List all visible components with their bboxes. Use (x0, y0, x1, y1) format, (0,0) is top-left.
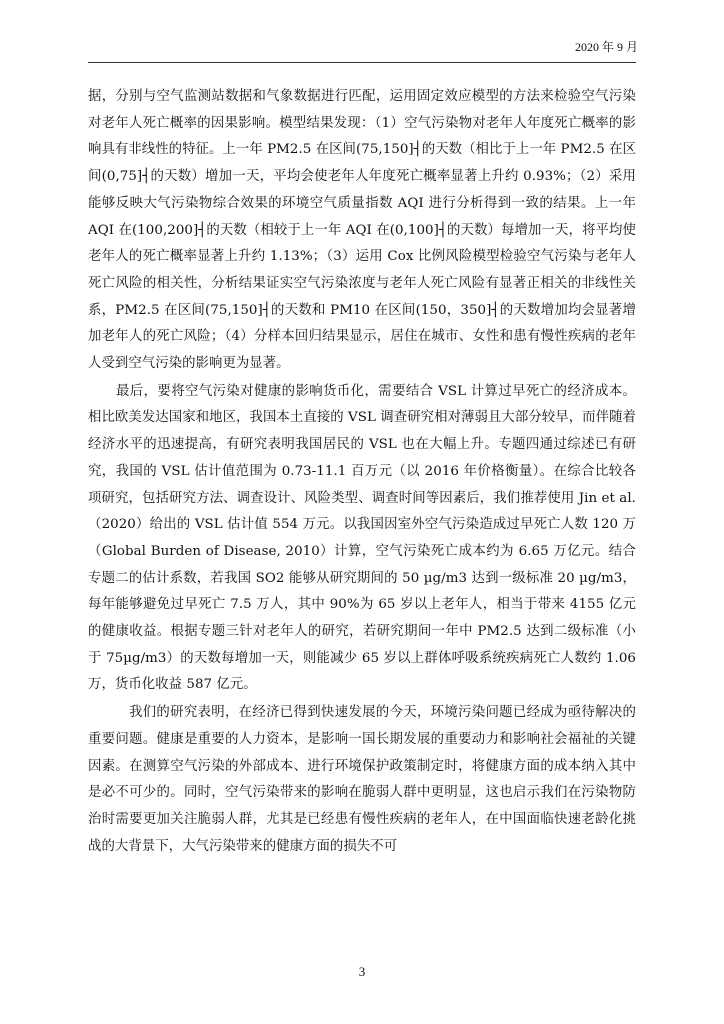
header-date: 2020 年 9 月 (574, 40, 638, 54)
document-body (88, 84, 636, 860)
page-number: 3 (358, 964, 366, 979)
paragraph-conclusion: 我们的研究表明，在经济已得到快速发展的今天，环境污染问题已经成为亟待解决的重要问题。健康是重要的人力资本，是影响一国长期发展的重要动力和影响社会福祉的关键因素。在测算空气污染的外部成本、进行环境保护政策制定时，将健康方面的成本纳入其中是必不可少的。同时，空气污染带来的影响在脆弱人群中更明显，这也启示我们在污染物防治时需要更加关注脆弱人群，尤其是已经患有慢性疾病的老年人，在中国面临快速老龄化挑战的大背景下，大气污染带来的健康方面的损失不可 (88, 705, 636, 854)
paragraph-monetization: 最后，要将空气污染对健康的影响货币化，需要结合 VSL 计算过早死亡的经济成本。相比欧美发达国家和地区，我国本土直接的 VSL 调查研究相对薄弱且大部分较早，而伴随着经济水平的迅速提高，有研究表明我国居民的 VSL 也在大幅上升。专题四通过综述已有研究，我国的 VSL 估计值范围为 0.73-11.1 百万元（以 2016 年价格衡量）。在综合比较各项研究，包括研究方法、调查设计、风险类型、调查时间等因素后，我们推荐使用 Jin et al.（2020）给出的 VSL 估计值 554 万元。以我国因室外空气污染造成过早死亡人数 120 万（Global Burden of Disease, 2010）计算，空气污染死亡成本约为 6.65 万亿元。结合专题二的估计系数，若我国 SO2 能够从研究期间的 50 µg/m3 达到一级标准 20 µg/m3，每年能够避免过早死亡 7.5 万人，其中 90%为 65 岁以上老年人，相当于带来 4155 亿元的健康收益。根据专题三针对老年人的研究，若研究期间一年中 PM2.5 达到二级标准（小于 75µg/m3）的天数每增加一天，则能减少 65 岁以上群体呼吸系统疾病死亡人数约 1.06 万，货币化收益 587 亿元。 (88, 383, 636, 693)
paragraph-continuation: 据，分别与空气监测站数据和气象数据进行匹配，运用固定效应模型的方法来检验空气污染对老年人死亡概率的因果影响。模型结果发现：（1）空气污染物对老年人年度死亡概率的影响具有非线性的特征。上一年 PM2.5 在区间(75,150]┤的天数（相比于上一年 PM2.5 在区间(0,75]┤的天数）增加一天，平均会使老年人年度死亡概率显著上升约 0.93%；（2）采用能够反映大气污染物综合效果的环境空气质量指数 AQI 进行分析得到一致的结果。上一年 AQI 在(100,200]┤的天数（相较于上一年 AQI 在(0,100]┤的天数）每增加一天，将平均使老年人的死亡概率显著上升约 1.13%；（3）运用 Cox 比例风险模型检验空气污染与老年人死亡风险的相关性，分析结果证实空气污染浓度与老年人死亡风险有显著正相关的非线性关系，PM2.5 在区间(75,150]┤的天数和 PM10 在区间(150，350]┤的天数增加均会显著增加老年人的死亡风险；（4）分样本回归结果显示，居住在城市、女性和患有慢性疾病的老年人受到空气污染的影响更为显著。 (88, 89, 636, 372)
header-divider (88, 62, 636, 63)
